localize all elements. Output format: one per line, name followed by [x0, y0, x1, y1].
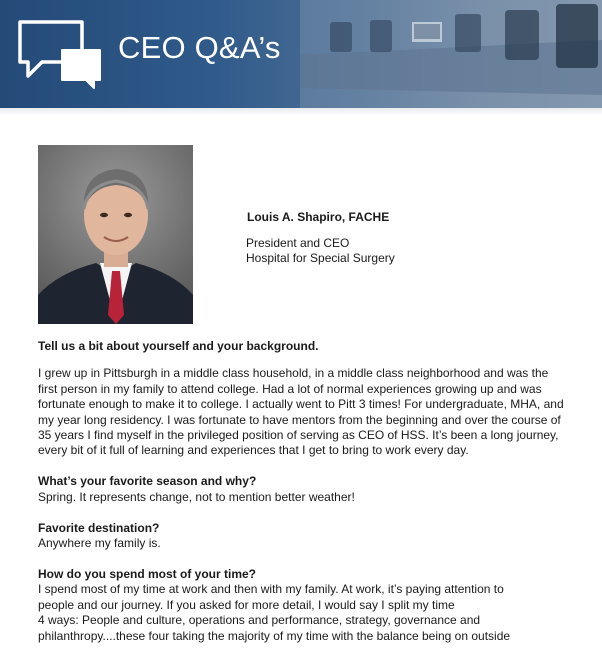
answer-favorite-destination: Anywhere my family is.	[38, 536, 161, 551]
qa-section	[38, 339, 570, 644]
ceo-title	[246, 236, 395, 266]
question-background: Tell us a bit about yourself and your background.	[38, 339, 319, 353]
ceo-name: Louis A. Shapiro, FACHE	[247, 210, 390, 224]
ceo-organization: Hospital for Special Surgery	[246, 251, 395, 265]
header-banner	[0, 0, 602, 108]
ceo-position: President and CEO	[246, 236, 350, 250]
answer-time-spent-line: I spend most of my time at work and then with my family. At work, it’s paying attention to	[38, 582, 504, 597]
question-favorite-destination: Favorite destination?	[38, 520, 160, 535]
ceo-portrait	[38, 145, 193, 324]
question-favorite-season: What’s your favorite season and why?	[38, 474, 257, 489]
answer-favorite-season: Spring. It represents change, not to mention better weather!	[38, 489, 355, 504]
answer-time-spent-line: people and our journey. If you asked for more detail, I would say I split my time	[38, 597, 455, 612]
answer-time-spent-line: 4 ways: People and culture, operations and performance, strategy, governance and	[38, 613, 481, 628]
header-divider	[0, 108, 602, 116]
answer-time-spent-line: philanthropy....these four taking the majority of my time with the balance being on outside	[38, 628, 511, 643]
answer-background: I grew up in Pittsburgh in a middle class household, in a middle class neighborhood and was the first person in my family to attend college. Had a lot of normal experiences growing up and was fortunate enough to make it to college. I actually went to Pitt 3 times! For undergraduate, MHA, and my year long residency. I was fortunate to have mentors from the beginning and over the course of 35 years I find myself in the privileged position of serving as CEO of HSS. It’s been a long journey, every bit of it full of learning and experiences that I get to bring to work every day.	[38, 366, 564, 458]
question-time-spent: How do you spend most of your time?	[38, 566, 257, 581]
page-title: CEO Q&A’s	[118, 30, 281, 65]
speech-bubbles-icon	[16, 18, 106, 90]
